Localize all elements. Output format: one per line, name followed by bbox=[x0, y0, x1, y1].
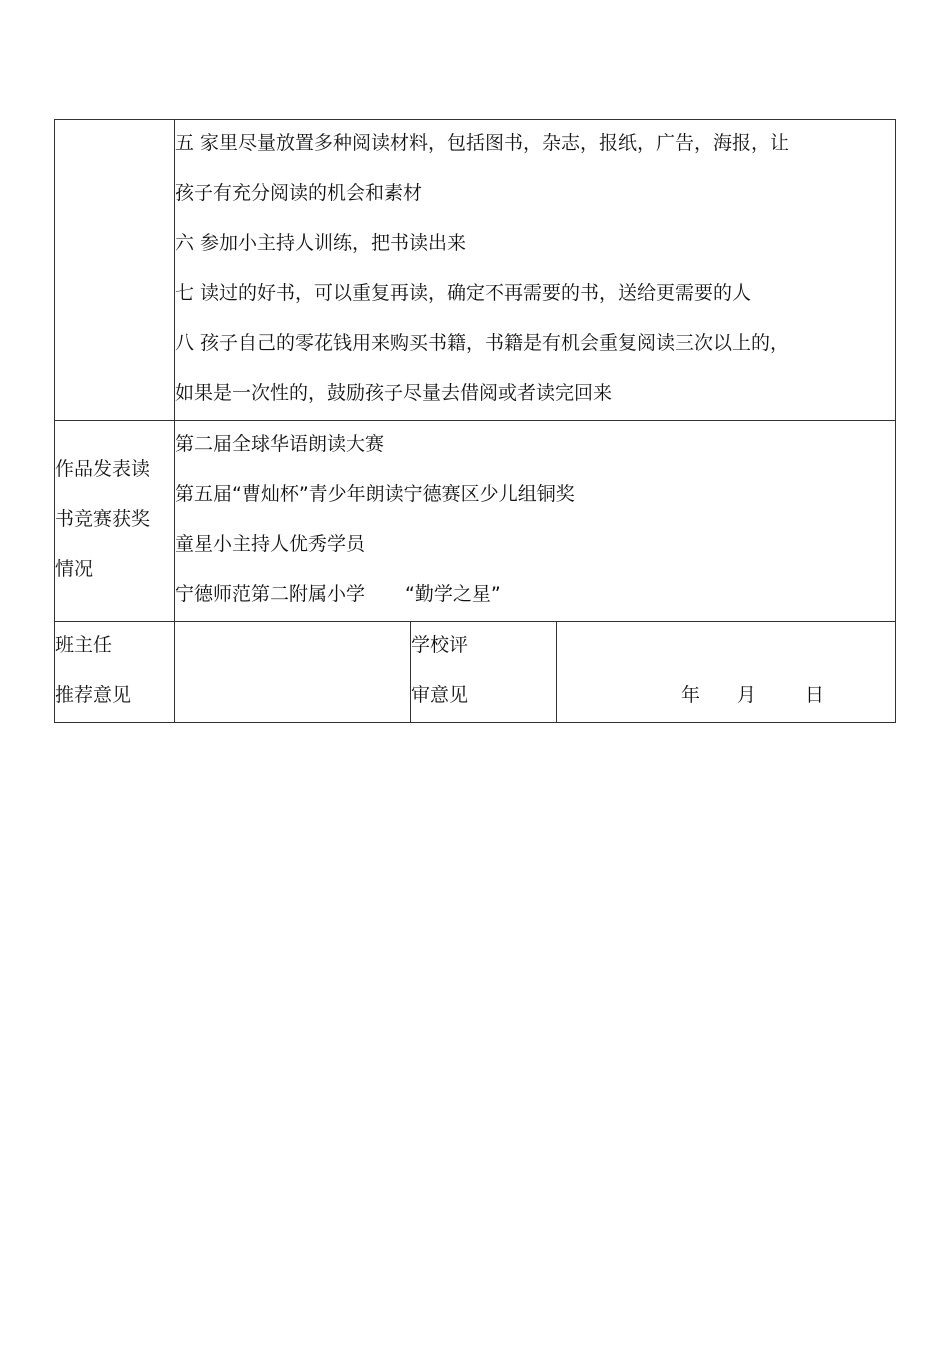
method-line: 五 家里尽量放置多种阅读材料，包括图书，杂志，报纸，广告，海报，让 bbox=[175, 132, 790, 154]
awards-content-cell bbox=[175, 421, 896, 622]
date-month: 月 bbox=[737, 684, 757, 706]
award-title: “勤学之星” bbox=[405, 583, 501, 605]
school-opinion-cell[interactable] bbox=[557, 622, 896, 723]
method-line: 如果是一次性的，鼓励孩子尽量去借阅或者读完回来 bbox=[175, 382, 613, 404]
date-line bbox=[557, 672, 895, 722]
award-item bbox=[175, 571, 895, 621]
awards-label-line: 书竞赛获奖 bbox=[55, 508, 151, 530]
school-label-line: 学校评 bbox=[411, 634, 469, 656]
award-item: 第五届“曹灿杯”青少年朗读宁德赛区少儿组铜奖 bbox=[175, 483, 575, 505]
reading-methods-content-cell bbox=[175, 120, 896, 421]
awards-row bbox=[55, 421, 896, 622]
school-label-line: 审意见 bbox=[411, 684, 469, 706]
date-year: 年 bbox=[681, 684, 701, 706]
signature-row bbox=[55, 622, 896, 723]
awards-label-line: 作品发表读 bbox=[55, 458, 151, 480]
application-form-table bbox=[54, 119, 896, 723]
award-item: 童星小主持人优秀学员 bbox=[175, 533, 366, 555]
school-label-cell bbox=[411, 622, 557, 723]
teacher-opinion-cell[interactable] bbox=[175, 622, 411, 723]
award-school: 宁德师范第二附属小学 bbox=[175, 583, 366, 605]
teacher-label-line: 推荐意见 bbox=[55, 684, 132, 706]
method-line: 孩子有充分阅读的机会和素材 bbox=[175, 182, 423, 204]
awards-label-line: 情况 bbox=[55, 558, 94, 580]
teacher-label-line: 班主任 bbox=[55, 634, 113, 656]
teacher-label-cell bbox=[55, 622, 175, 723]
method-line: 六 参加小主持人训练，把书读出来 bbox=[175, 232, 467, 254]
method-line: 八 孩子自己的零花钱用来购买书籍，书籍是有机会重复阅读三次以上的， bbox=[175, 332, 790, 354]
reading-methods-label-cell bbox=[55, 120, 175, 421]
method-line: 七 读过的好书，可以重复再读，确定不再需要的书，送给更需要的人 bbox=[175, 282, 752, 304]
awards-label-cell bbox=[55, 421, 175, 622]
award-item: 第二届全球华语朗读大赛 bbox=[175, 433, 385, 455]
reading-methods-row bbox=[55, 120, 896, 421]
date-day: 日 bbox=[805, 684, 825, 706]
